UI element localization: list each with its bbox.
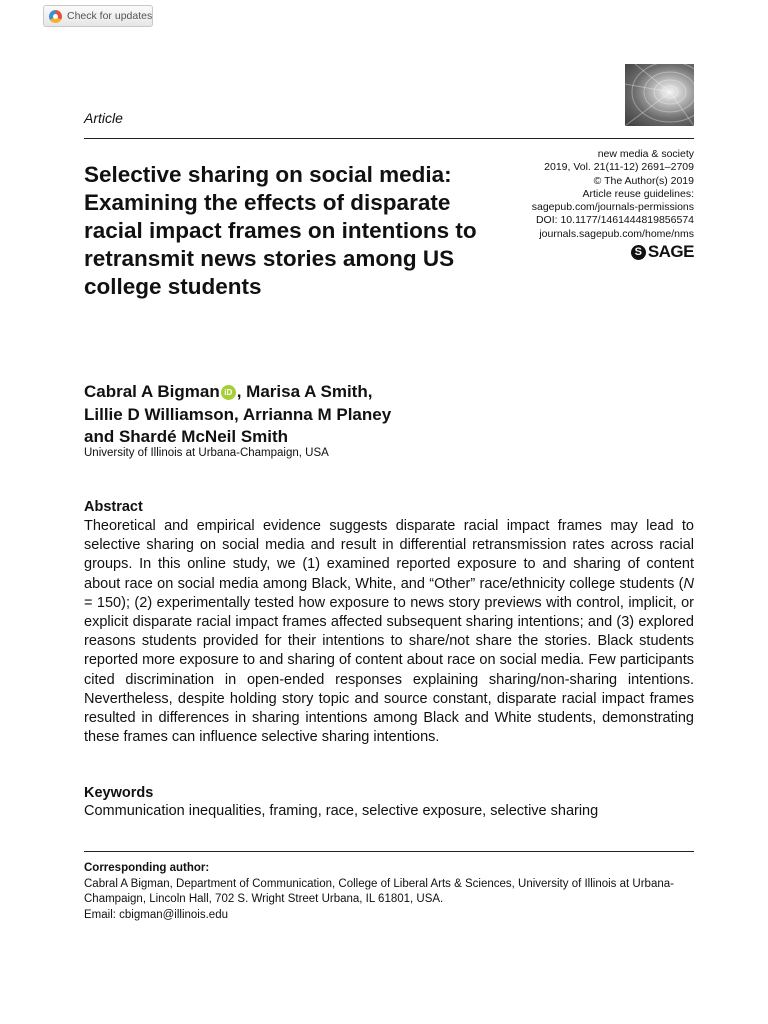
copyright: © The Author(s) 2019: [593, 174, 694, 187]
keywords-text: Communication inequalities, framing, race, selective exposure, selective sharing: [84, 803, 599, 819]
cover-graphic: [625, 64, 694, 126]
affiliation: University of Illinois at Urbana-Champaign, USA: [84, 447, 329, 459]
author-list: [84, 381, 504, 449]
doi-link[interactable]: DOI: 10.1177/1461444819856574: [535, 214, 694, 227]
footnote-divider: [84, 851, 694, 852]
header-divider: [84, 138, 694, 139]
permissions-link[interactable]: sagepub.com/journals-permissions: [531, 201, 694, 214]
author-rest-line1: , Marisa A Smith,: [236, 382, 373, 401]
article-type-label: Article: [84, 110, 123, 126]
author-line3: and Shardé McNeil Smith: [84, 427, 289, 446]
abstract-part1: Theoretical and empirical evidence suggests disparate racial impact frames may lead to selective sharing on social media and result in differential retransmission rates across racial groups. In this online study, we (1) examined reported exposure to and sharing of content about race on social media among Black, White, and “Other” race/ethnicity college students (: [84, 518, 694, 592]
article-title: Selective sharing on social media: Examining the effects of disparate racial impact frames on intentions to retransmit news stories among US college students: [84, 162, 477, 299]
abstract-heading: Abstract: [84, 499, 143, 515]
corresponding-author-details: [84, 877, 694, 923]
journal-name: new media & society: [597, 148, 694, 160]
sage-mark-icon: [631, 245, 646, 260]
corresponding-email[interactable]: Email: cbigman@illinois.edu: [84, 908, 228, 921]
journal-metadata: [464, 148, 694, 241]
abstract-body: [84, 517, 694, 747]
orcid-icon[interactable]: iD: [221, 385, 236, 400]
corresponding-address: Cabral A Bigman, Department of Communication, College of Liberal Arts & Sciences, University of Illinois at Urbana-Champaign, Lincoln Hall, 702 S. Wright Street Urbana, IL 61801, USA.: [84, 878, 674, 906]
abstract-part2: = 150); (2) experimentally tested how exposure to news story previews with control, implicit, or explicit disparate racial impact frames affected subsequent sharing intentions; and (3) explored reasons students provided for their intentions to share/not share the stories. Black students reported more exposure to and sharing of content about race on social media. Few participants cited discrimination in open-ended responses explaining sharing/non-sharing intentions. Nevertheless, despite holding story topic and source constant, disparate racial impact frames resulted in differences in sharing intentions among Black and White students, demonstrating these frames can influence selective sharing intentions.: [84, 594, 694, 746]
journal-cover-image: [625, 64, 694, 126]
reuse-guidelines-label: Article reuse guidelines:: [582, 187, 694, 200]
check-for-updates-button[interactable]: [43, 5, 153, 27]
corresponding-author-heading: Corresponding author:: [84, 862, 210, 874]
author-first: Cabral A Bigman: [84, 382, 220, 401]
sage-logo-text: SAGE: [647, 242, 694, 261]
keywords-heading: Keywords: [84, 785, 154, 801]
author-line2: Lillie D Williamson, Arrianna M Planey: [84, 404, 392, 424]
journal-home-link[interactable]: journals.sagepub.com/home/nms: [539, 227, 694, 240]
n-symbol: N: [683, 575, 694, 592]
check-for-updates-icon: [49, 10, 62, 23]
sage-logo: [631, 242, 694, 262]
check-for-updates-label: Check for updates: [67, 10, 153, 22]
journal-volume: 2019, Vol. 21(11-12) 2691–2709: [544, 161, 694, 174]
